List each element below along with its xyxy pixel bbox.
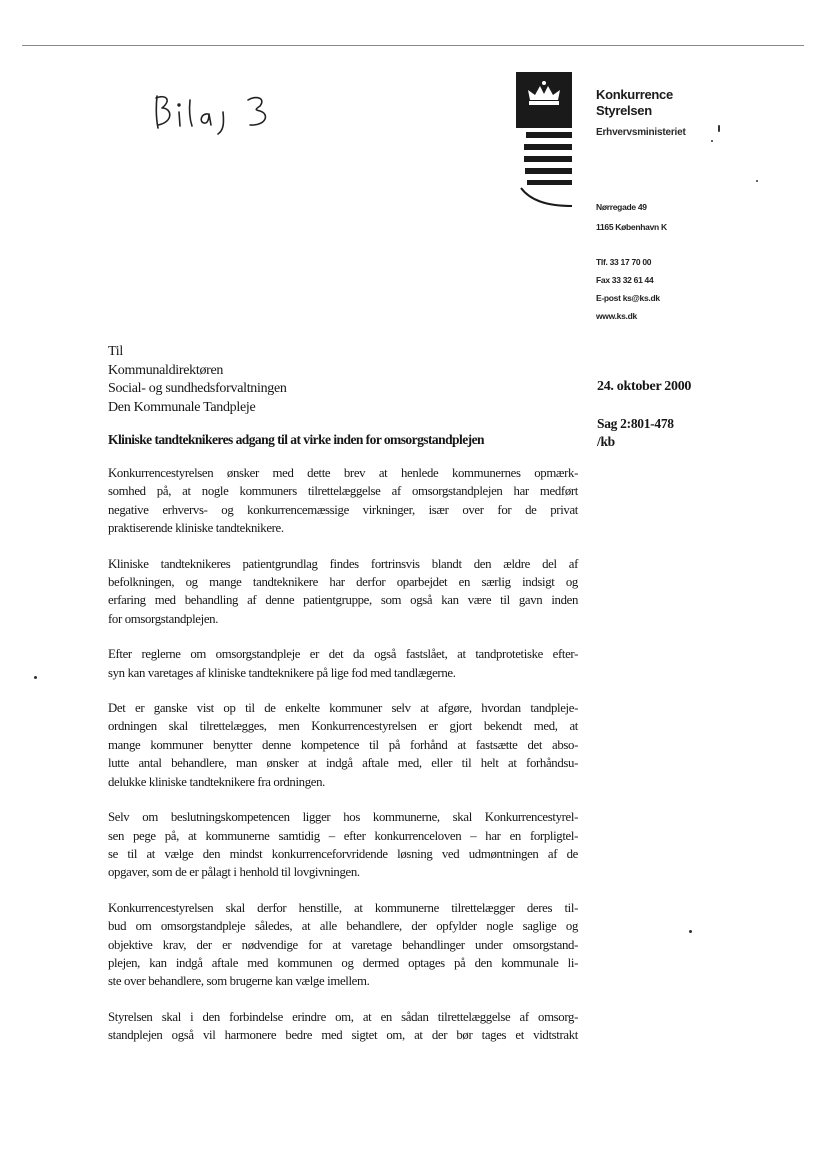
body-line: opgaver, som de er pålagt i henhold til lovgivningen. — [108, 865, 360, 880]
body-line: delukke kliniske tandteknikere fra ordningen. — [108, 774, 326, 789]
body-line: befolkningen, og mange tandteknikere har derfor oparbejdet en særlig indsigt og — [108, 575, 578, 590]
letter-date: 24. oktober 2000 — [597, 379, 692, 394]
handwritten-bilag-note — [150, 92, 280, 142]
contact-phone: Tlf. 33 17 70 00 — [596, 257, 652, 267]
organization-name-line2: Styrelsen — [596, 103, 652, 118]
address-city: 1165 København K — [596, 222, 667, 232]
body-line: ordningen skal tilrettelægges, men Konkurrencestyrelsen er gjort bekendt med, at — [108, 719, 578, 734]
body-line: Det er ganske vist op til de enkelte kommuner selv at afgøre, hvordan tandpleje- — [108, 701, 578, 716]
body-line: negative erhvervs- og konkurrencemæssige virkninger, især over for de privat — [108, 502, 578, 517]
body-line: mange kommuner benytter denne kompetence til på forhånd at fastsætte det abso- — [108, 737, 578, 752]
body-line: somhed på, at nogle kommuners tilrettelæggelse af omsorgstandplejen har medført — [108, 484, 578, 499]
recipient-line: Til — [108, 344, 123, 359]
konkurrencestyrelsen-logo — [516, 72, 576, 212]
body-line: ste over behandlere, som brugerne kan vælge imellem. — [108, 974, 370, 989]
body-line: plejen, kan indgå aftale med kommunen og dermed optages på den kommunale li- — [108, 955, 578, 970]
body-line: standplejen også vil harmonere bedre med sigtet om, at der bør tages et vidtstrakt — [108, 1028, 578, 1043]
body-line: objektive krav, der er nødvendige for at varetage behandlinger under omsorgstand- — [108, 937, 578, 952]
scan-speck — [34, 676, 37, 679]
address-street: Nørregade 49 — [596, 202, 647, 212]
case-reference — [597, 415, 674, 451]
top-rule — [22, 45, 804, 46]
contact-fax: Fax 33 32 61 44 — [596, 275, 654, 285]
body-line: Kliniske tandteknikeres patientgrundlag findes fortrinsvis blandt den ældre del af — [108, 556, 578, 571]
body-line: se til at vælge den mindst konkurrenceforvridende løsning ved udmøntningen af de — [108, 846, 578, 861]
scan-speck — [718, 125, 720, 132]
recipient-line: Social- og sundhedsforvaltningen — [108, 381, 287, 396]
body-paragraph — [108, 699, 578, 791]
body-line: bud om omsorgstandpleje således, at alle behandlere, der opfylder nogle saglige og — [108, 919, 578, 934]
body-line: for omsorgstandplejen. — [108, 611, 219, 626]
body-line: syn kan varetages af kliniske tandteknikere på lige fod med tandlægerne. — [108, 665, 456, 680]
body-line: Selv om beslutningskompetencen ligger hos kommunerne, skal Konkurrencestyrel- — [108, 810, 578, 825]
body-line: Konkurrencestyrelsen skal derfor henstille, at kommunerne tilrettelægger deres til- — [108, 900, 578, 915]
body-line: sen pege på, at kommunerne samtidig – efter konkurrenceloven – har en forpligtel- — [108, 828, 578, 843]
letter-subject: Kliniske tandteknikeres adgang til at virke inden for omsorgstandplejen — [108, 432, 484, 447]
recipient-block — [108, 343, 287, 417]
body-line: praktiserende kliniske tandteknikere. — [108, 521, 284, 536]
body-line: Efter reglerne om omsorgstandpleje er det da også fastslået, at tandprotetiske efter- — [108, 647, 578, 662]
letter-body — [108, 464, 578, 1045]
body-paragraph — [108, 555, 578, 629]
contact-website: www.ks.dk — [596, 311, 637, 321]
contact-email: E-post ks@ks.dk — [596, 293, 660, 303]
body-line: Konkurrencestyrelsen ønsker med dette brev at henlede kommunernes opmærk- — [108, 466, 578, 480]
recipient-line: Den Kommunale Tandpleje — [108, 399, 256, 415]
case-initials: /kb — [597, 434, 615, 449]
organization-name — [596, 87, 673, 119]
scan-speck — [756, 180, 758, 182]
scan-speck — [689, 930, 692, 933]
recipient-line: Kommunaldirektøren — [108, 362, 224, 378]
organization-name-line1: Konkurrence — [596, 87, 673, 102]
body-paragraph — [108, 1008, 578, 1045]
body-line: lutte antal behandlere, man ønsker at indgå aftale med, eller til helt at forhåndsu- — [108, 756, 578, 771]
body-paragraph — [108, 464, 578, 538]
ministry-name: Erhvervsministeriet — [596, 127, 686, 138]
body-paragraph — [108, 808, 578, 882]
body-paragraph — [108, 645, 578, 682]
body-line: Styrelsen skal i den forbindelse erindre om, at en sådan tilrettelæggelse af omsorg- — [108, 1009, 578, 1024]
scan-speck — [711, 140, 713, 142]
body-line: erfaring med behandling af denne patientgruppe, som også kan være til gavn inden — [108, 593, 578, 608]
body-paragraph — [108, 899, 578, 991]
case-number: Sag 2:801-478 — [597, 416, 674, 431]
